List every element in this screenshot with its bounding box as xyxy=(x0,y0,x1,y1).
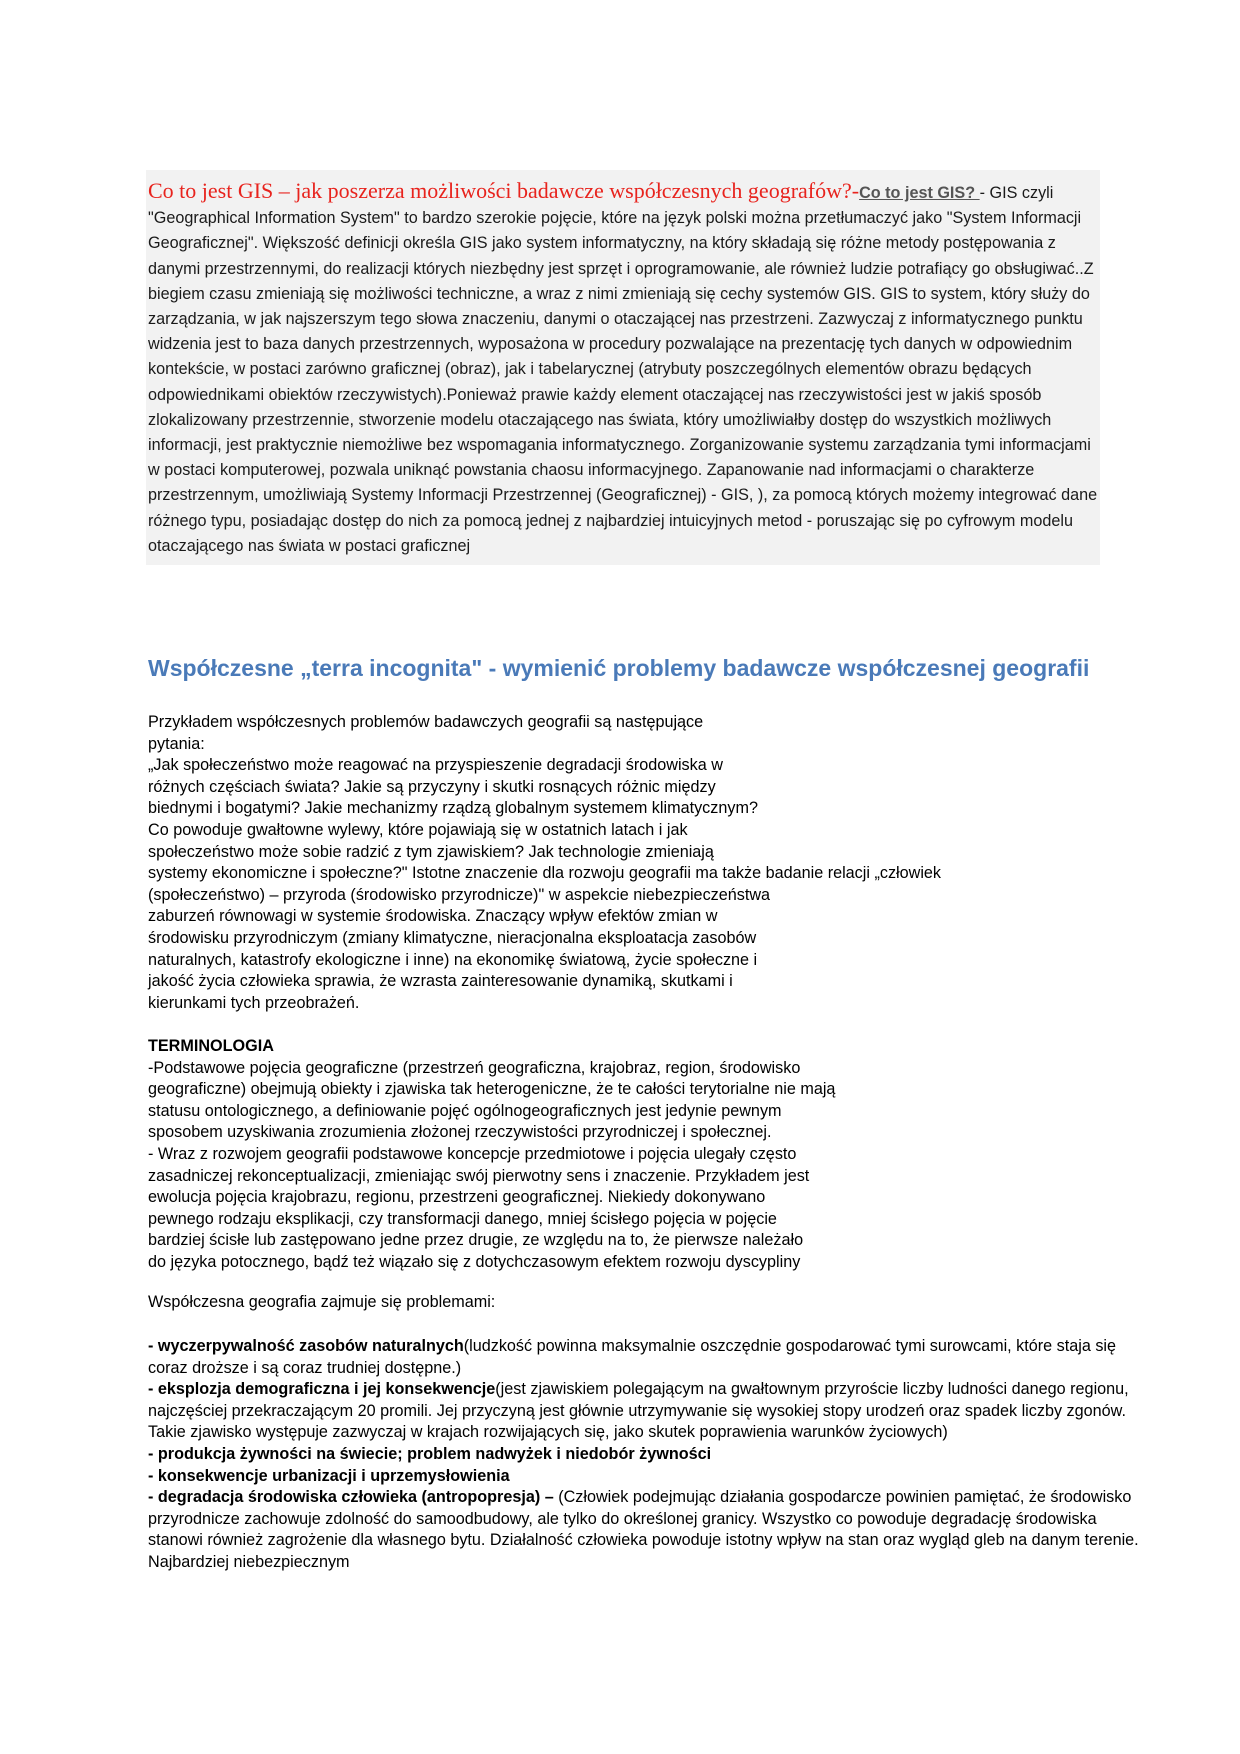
gis-body: - GIS czyli "Geographical Information System" to bardzo szerokie pojęcie, które na język polski można przetłumaczyć jako "System Informacji Geograficznej". Większość definicji określa GIS jako system informatyczny, na który składają się różne metody postępowania z danymi przestrzennymi, do realizacji których niezbędny jest sprzęt i oprogramowanie, ale również ludzie potrafiący go obsługiwać..Z biegiem czasu zmieniają się możliwości techniczne, a wraz z nimi zmieniają się cechy systemów GIS. GIS to system, który służy do zarządzania, w jak najszerszym tego słowa znaczeniu, danymi o otaczającej nas przestrzeni. Zazwyczaj z informatycznego punktu widzenia jest to baza danych przestrzennych, wyposażona w procedury pozwalające na prezentację tych danych w odpowiednim kontekście, w postaci zarówno graficznej (obraz), jak i tabelarycznej (atrybuty poszczególnych elementów obrazu będących odpowiednikami obiektów rzeczywistych).Ponieważ prawie każdy element otaczającej nas rzeczywistości jest w jakiś sposób zlokalizowany przestrzennie, stworzenie modelu otaczającego nas świata, który umożliwiałby dostęp do wszystkich możliwych informacji, jest praktycznie niemożliwe bez wspomagania informatycznego. Zorganizowanie systemu zarządzania tymi informacjami w postaci komputerowej, pozwala uniknąć powstania chaosu informacyjnego. Zapanowanie nad informacjami o charakterze przestrzennym, umożliwiają Systemy Informacji Przestrzennej (Geograficznej) - GIS, ), za pomocą których możemy integrować dane różnego typu, posiadając dostęp do nich za pomocą jednej z najbardziej intuicyjnych metod - poruszając się po cyfrowym modelu otaczającego nas świata w postaci graficznej xyxy=(148,184,1098,555)
intro-line: kierunkami tych przeobrażeń. xyxy=(148,993,360,1012)
terminology-line: do języka potocznego, bądź też wiązało się z dotychczasowym efektem rozwoju dyscypliny xyxy=(148,1252,801,1271)
problem-item xyxy=(148,1466,1148,1488)
terminology-line: ewolucja pojęcia krajobrazu, regionu, przestrzeni geograficznej. Niekiedy dokonywano xyxy=(148,1188,766,1207)
intro-line: Co powoduje gwałtowne wylewy, które pojawiają się w ostatnich latach i jak xyxy=(148,820,688,839)
problems-list xyxy=(148,1336,1148,1574)
terminology-line: statusu ontologicznego, a definiowanie pojęć ogólnogeograficznych jest jedynie pewnym xyxy=(148,1101,782,1120)
problem-text: (ludzkość powinna maksymalnie oszczędnie gospodarować tymi surowcami, które staja się coraz droższe i są coraz trudniej dostępne.) xyxy=(148,1337,1117,1377)
problem-text: (Człowiek podejmując działania gospodarcze powinien pamiętać, że środowisko przyrodnicze zachowuje zdolność do samoodbudowy, ale tylko do określonej granicy. Wszystko co powoduje degradację środowiska stanowi również zagrożenie dla własnego bytu. Działalność człowieka powoduje istotny wpływ na stan oraz wygląd gleb na danym terenie. Najbardziej niebezpiecznym xyxy=(148,1488,1139,1571)
problem-item xyxy=(148,1444,1148,1466)
problem-title: - degradacja środowiska człowieka (antropopresja) – xyxy=(148,1488,559,1507)
problems-heading: Współczesna geografia zajmuje się problemami: xyxy=(148,1293,496,1311)
problem-item xyxy=(148,1379,1148,1444)
intro-line: naturalnych, katastrofy ekologiczne i inne) na ekonomikę światową, życie społeczne i xyxy=(148,950,758,969)
intro-line: zaburzeń równowagi w systemie środowiska. Znaczący wpływ efektów zmian w xyxy=(148,907,718,926)
terminology-line: bardziej ścisłe lub zastępowano jedne przez drugie, ze względu na to, że pierwsze należało xyxy=(148,1231,804,1250)
gis-section xyxy=(146,170,1100,565)
problem-title: - produkcja żywności na świecie; problem nadwyżek i niedobór żywności xyxy=(148,1444,712,1463)
gis-link[interactable]: Co to jest GIS? xyxy=(859,184,980,202)
gis-title: Co to jest GIS – jak poszerza możliwości badawcze współczesnych geografów?- xyxy=(148,178,860,203)
section-heading: Współczesne „terra incognita" - wymienić problemy badawcze współczesnej geografii xyxy=(148,655,1090,681)
problem-title: - konsekwencje urbanizacji i uprzemysłowienia xyxy=(148,1466,510,1485)
terminology-line: geograficzne) obejmują obiekty i zjawiska tak heterogeniczne, że te całości terytorialne nie mają xyxy=(148,1080,836,1099)
problem-item xyxy=(148,1336,1148,1379)
terminology-line: pewnego rodzaju eksplikacji, czy transformacji danego, mniej ścisłego pojęcia w pojęcie xyxy=(148,1209,777,1228)
intro-line: jakość życia człowieka sprawia, że wzrasta zainteresowanie dynamiką, skutkami i xyxy=(148,972,733,991)
problem-title: - eksplozja demograficzna i jej konsekwencje xyxy=(148,1380,496,1399)
terminology-block xyxy=(148,1036,1148,1274)
intro-line: środowisku przyrodniczym (zmiany klimatyczne, nieracjonalna eksploatacja zasobów xyxy=(148,928,757,947)
terminology-line: -Podstawowe pojęcia geograficzne (przestrzeń geograficzna, krajobraz, region, środowisko xyxy=(148,1058,801,1077)
intro-line: systemy ekonomiczne i społeczne?" Istotne znaczenie dla rozwoju geografii ma także badanie relacji „człowiek xyxy=(148,864,942,883)
problem-item xyxy=(148,1487,1148,1573)
intro-line: „Jak społeczeństwo może reagować na przyspieszenie degradacji środowiska w xyxy=(148,756,723,775)
intro-line: pytania: xyxy=(148,734,205,753)
terminology-heading: TERMINOLOGIA xyxy=(148,1037,274,1055)
intro-block xyxy=(148,712,1148,1014)
gis-paragraph xyxy=(148,178,1098,559)
intro-line: biednymi i bogatymi? Jakie mechanizmy rządzą globalnym systemem klimatycznym? xyxy=(148,799,758,818)
terminology-line: sposobem uzyskiwania zrozumienia złożonej rzeczywistości przyrodniczej i społecznej. xyxy=(148,1123,772,1142)
intro-line: Przykładem współczesnych problemów badawczych geografii są następujące xyxy=(148,713,704,731)
terminology-line: - Wraz z rozwojem geografii podstawowe koncepcje przedmiotowe i pojęcia ulegały często xyxy=(148,1144,797,1163)
intro-line: różnych częściach świata? Jakie są przyczyny i skutki rosnących różnic między xyxy=(148,777,716,796)
problem-title: - wyczerpywalność zasobów naturalnych xyxy=(148,1337,464,1355)
intro-line: (społeczeństwo) – przyroda (środowisko przyrodnicze)" w aspekcie niebezpieczeństwa xyxy=(148,885,771,904)
terminology-line: zasadniczej rekonceptualizacji, zmieniając swój pierwotny sens i znaczenie. Przykładem jest xyxy=(148,1166,810,1185)
intro-line: społeczeństwo może sobie radzić z tym zjawiskiem? Jak technologie zmieniają xyxy=(148,842,714,861)
problem-text: (jest zjawiskiem polegającym na gwałtownym przyroście liczby ludności danego regionu, najczęściej przekraczającym 20 promili. Jej przyczyną jest głównie utrzymywanie się wysokiej stopy urodzeń oraz spadek liczby zgonów. Takie zjawisko występuje zazwyczaj w krajach rozwijających się, jako skutek poprawienia warunków życiowych) xyxy=(148,1380,1129,1442)
problems-heading-block xyxy=(148,1292,1148,1314)
